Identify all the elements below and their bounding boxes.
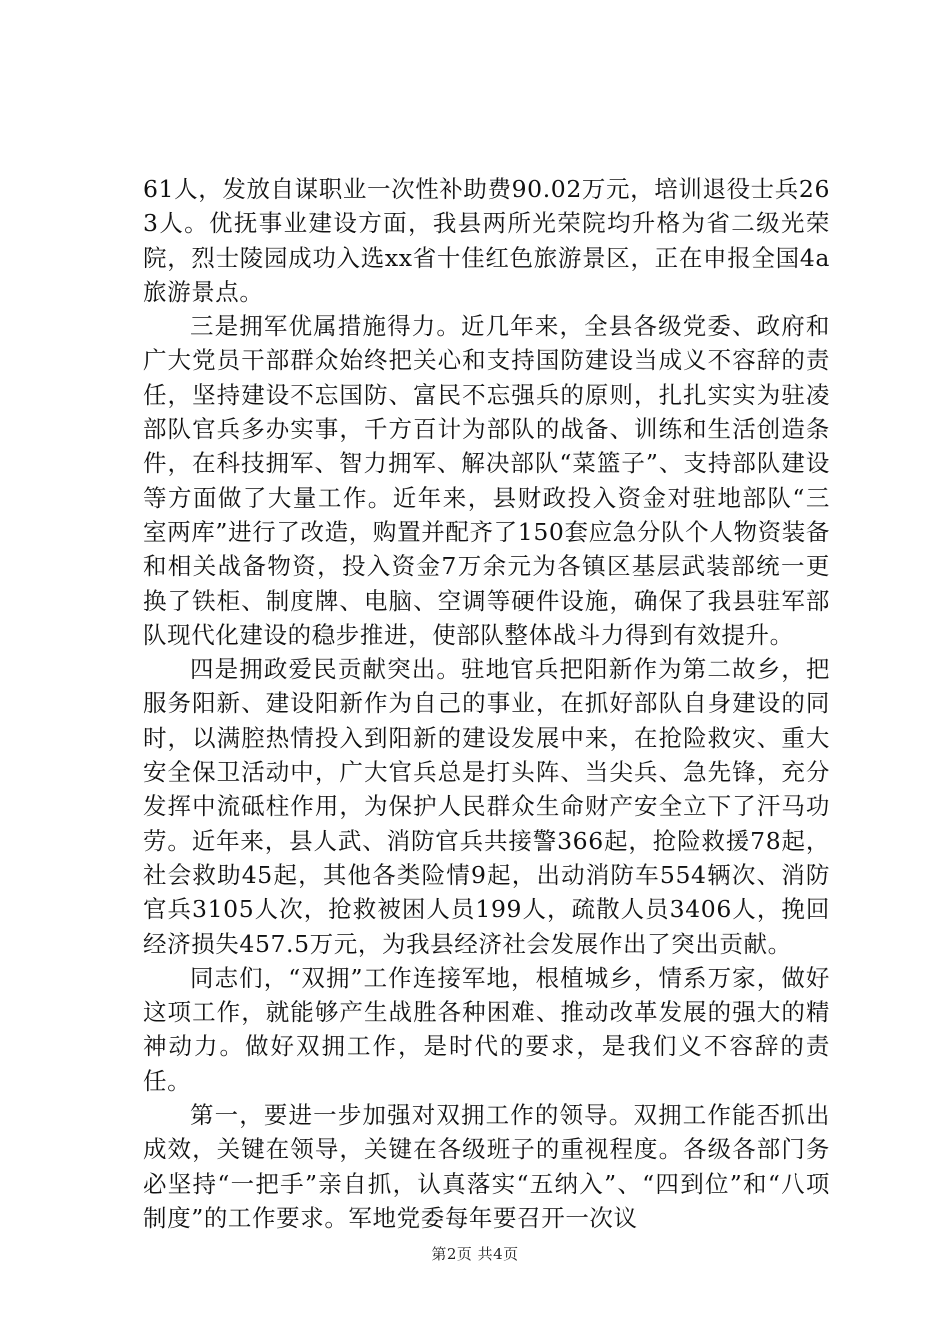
document-body	[143, 172, 830, 1235]
paragraph-support-government: 四是拥政爱民贡献突出。驻地官兵把阳新作为第二故乡，把服务阳新、建设阳新作为自己的事业，在抓好部队自身建设的同时，以满腔热情投入到阳新的建设发展中来，在抢险救灾、重大安全保卫活动中，广大官兵总是打头阵、当尖兵、急先锋，充分发挥中流砥柱作用，为保护人民群众生命财产安全立下了汗马功劳。近年来，县人武、消防官兵共接警366起，抢险救援78起，社会救助45起，其他各类险情9起，出动消防车554辆次、消防官兵3105人次，抢救被困人员199人，疏散人员3406人，挽回经济损失457.5万元，为我县经济社会发展作出了突出贡献。	[143, 655, 830, 958]
page-number-footer: 第2页 共4页	[431, 1245, 519, 1263]
paragraph-continuation: 61人，发放自谋职业一次性补助费90.02万元，培训退役士兵263人。优抚事业建设方面，我县两所光荣院均升格为省二级光荣院，烈士陵园成功入选xx省十佳红色旅游景区，正在申报全国4a旅游景点。	[143, 175, 830, 306]
paragraph-first-point: 第一，要进一步加强对双拥工作的领导。双拥工作能否抓出成效，关键在领导，关键在各级班子的重视程度。各级各部门务必坚持“一把手”亲自抓，认真落实“五纳入”、“四到位”和“八项制度”的工作要求。军地党委每年要召开一次议	[143, 1101, 830, 1232]
paragraph-support-army: 三是拥军优属措施得力。近几年来，全县各级党委、政府和广大党员干部群众始终把关心和支持国防建设当成义不容辞的责任，坚持建设不忘国防、富民不忘强兵的原则，扎扎实实为驻凌部队官兵多办实事，千方百计为部队的战备、训练和生活创造条件，在科技拥军、智力拥军、解决部队“菜篮子”、支持部队建设等方面做了大量工作。近年来，县财政投入资金对驻地部队“三室两库”进行了改造，购置并配齐了150套应急分队个人物资装备和相关战备物资，投入资金7万余元为各镇区基层武装部统一更换了铁柜、制度牌、电脑、空调等硬件设施，确保了我县驻军部队现代化建设的稳步推进，使部队整体战斗力得到有效提升。	[143, 312, 830, 649]
paragraph-comrades: 同志们，“双拥”工作连接军地，根植城乡，情系万家，做好这项工作，就能够产生战胜各种困难、推动改革发展的强大的精神动力。做好双拥工作，是时代的要求，是我们义不容辞的责任。	[143, 963, 830, 1095]
